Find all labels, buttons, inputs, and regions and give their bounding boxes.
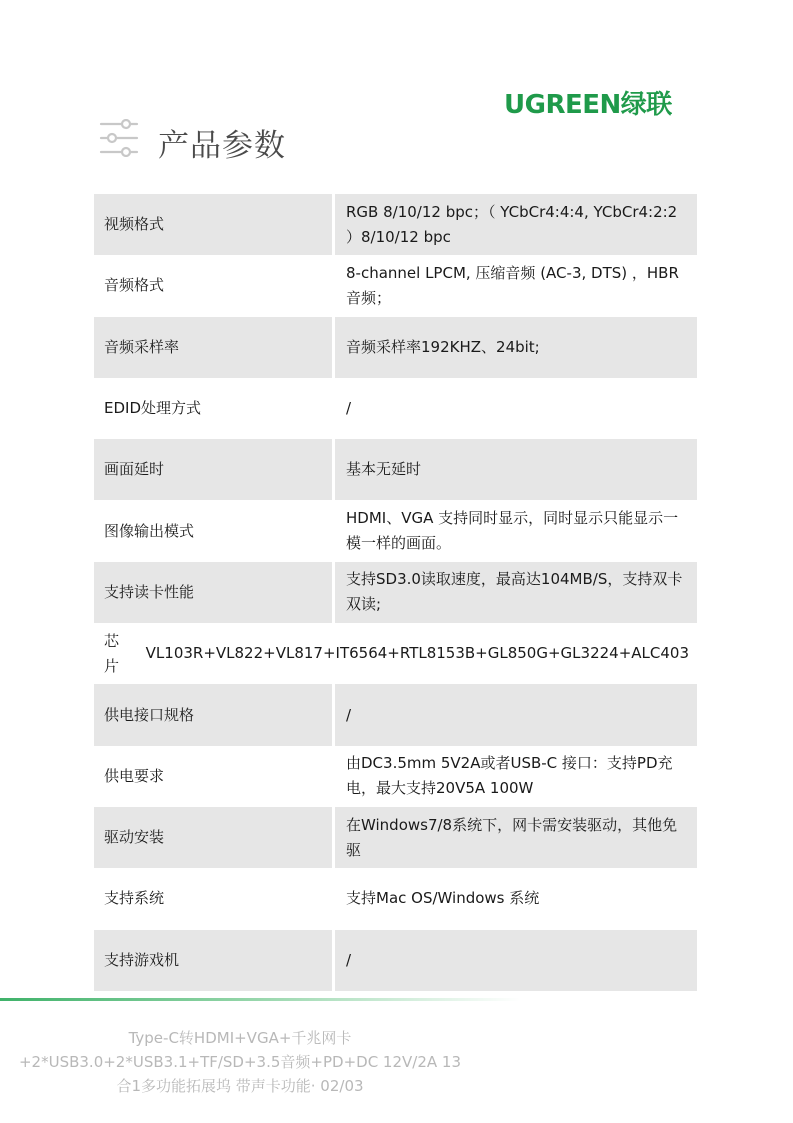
spec-value: RGB 8/10/12 bpc；（ YCbCr4:4:4, YCbCr4:2:2 ）8/10/12 bpc [335,194,697,255]
spec-value: VL103R+VL822+VL817+IT6564+RTL8153B+GL850G+GL3224+ALC403 [145,644,689,663]
spec-row [94,930,697,991]
spec-value: / [346,399,352,418]
spec-row [94,255,697,316]
spec-row [94,746,697,807]
spec-value: 8-channel LPCM, 压缩音频 (AC-3, DTS) ，HBR音频； [346,263,679,307]
spec-value: 在Windows7/8系统下，网卡需安装驱动，其他免驱 [335,807,697,868]
spec-row [94,194,697,255]
spec-value: 支持Mac OS/Windows 系统 [346,889,540,908]
spec-row [94,500,697,561]
spec-value: 基本无延时 [335,439,697,500]
spec-value: 支持SD3.0读取速度，最高达104MB/S，支持双卡双读; [335,562,697,623]
footer-divider [0,998,520,1001]
spec-table [94,194,697,991]
spec-label: 支持系统 [104,889,165,908]
page-title: 产品参数 [158,128,286,164]
spec-label: 支持游戏机 [94,930,332,991]
spec-row [94,317,697,378]
spec-row [94,439,697,500]
spec-row [94,562,697,623]
spec-label: 供电接口规格 [94,684,332,745]
spec-row [94,684,697,745]
spec-label: 驱动安装 [94,807,332,868]
spec-label: 音频格式 [104,276,165,295]
spec-row [94,378,697,439]
spec-label: 视频格式 [94,194,332,255]
footer-line-1: Type-C转HDMI+VGA+千兆网卡 [128,1029,352,1047]
spec-label: 芯片 [104,631,120,675]
spec-label: 支持读卡性能 [94,562,332,623]
footer-line-3: 合1多功能拓展坞 带声卡功能· 02/03 [116,1077,364,1095]
spec-label: 供电要求 [104,766,165,785]
spec-value: 音频采样率192KHZ、24bit; [335,317,697,378]
brand-logo: UGREEN绿联 [504,90,672,120]
sliders-icon [99,119,139,157]
spec-value: HDMI、VGA 支持同时显示，同时显示只能显示一模一样的画面。 [346,509,679,553]
spec-label: 音频采样率 [94,317,332,378]
spec-label: 画面延时 [94,439,332,500]
spec-row [94,623,697,684]
spec-row [94,807,697,868]
spec-row [94,868,697,929]
spec-value: / [335,930,697,991]
spec-label: EDID处理方式 [104,399,202,418]
footer-line-2: +2*USB3.0+2*USB3.1+TF/SD+3.5音频+PD+DC 12V/2A 13 [18,1053,461,1071]
spec-label: 图像输出模式 [104,521,195,540]
spec-value: 由DC3.5mm 5V2A或者USB-C 接口：支持PD充电，最大支持20V5A 100W [346,754,673,798]
spec-value: / [335,684,697,745]
footer-caption [0,1026,480,1098]
